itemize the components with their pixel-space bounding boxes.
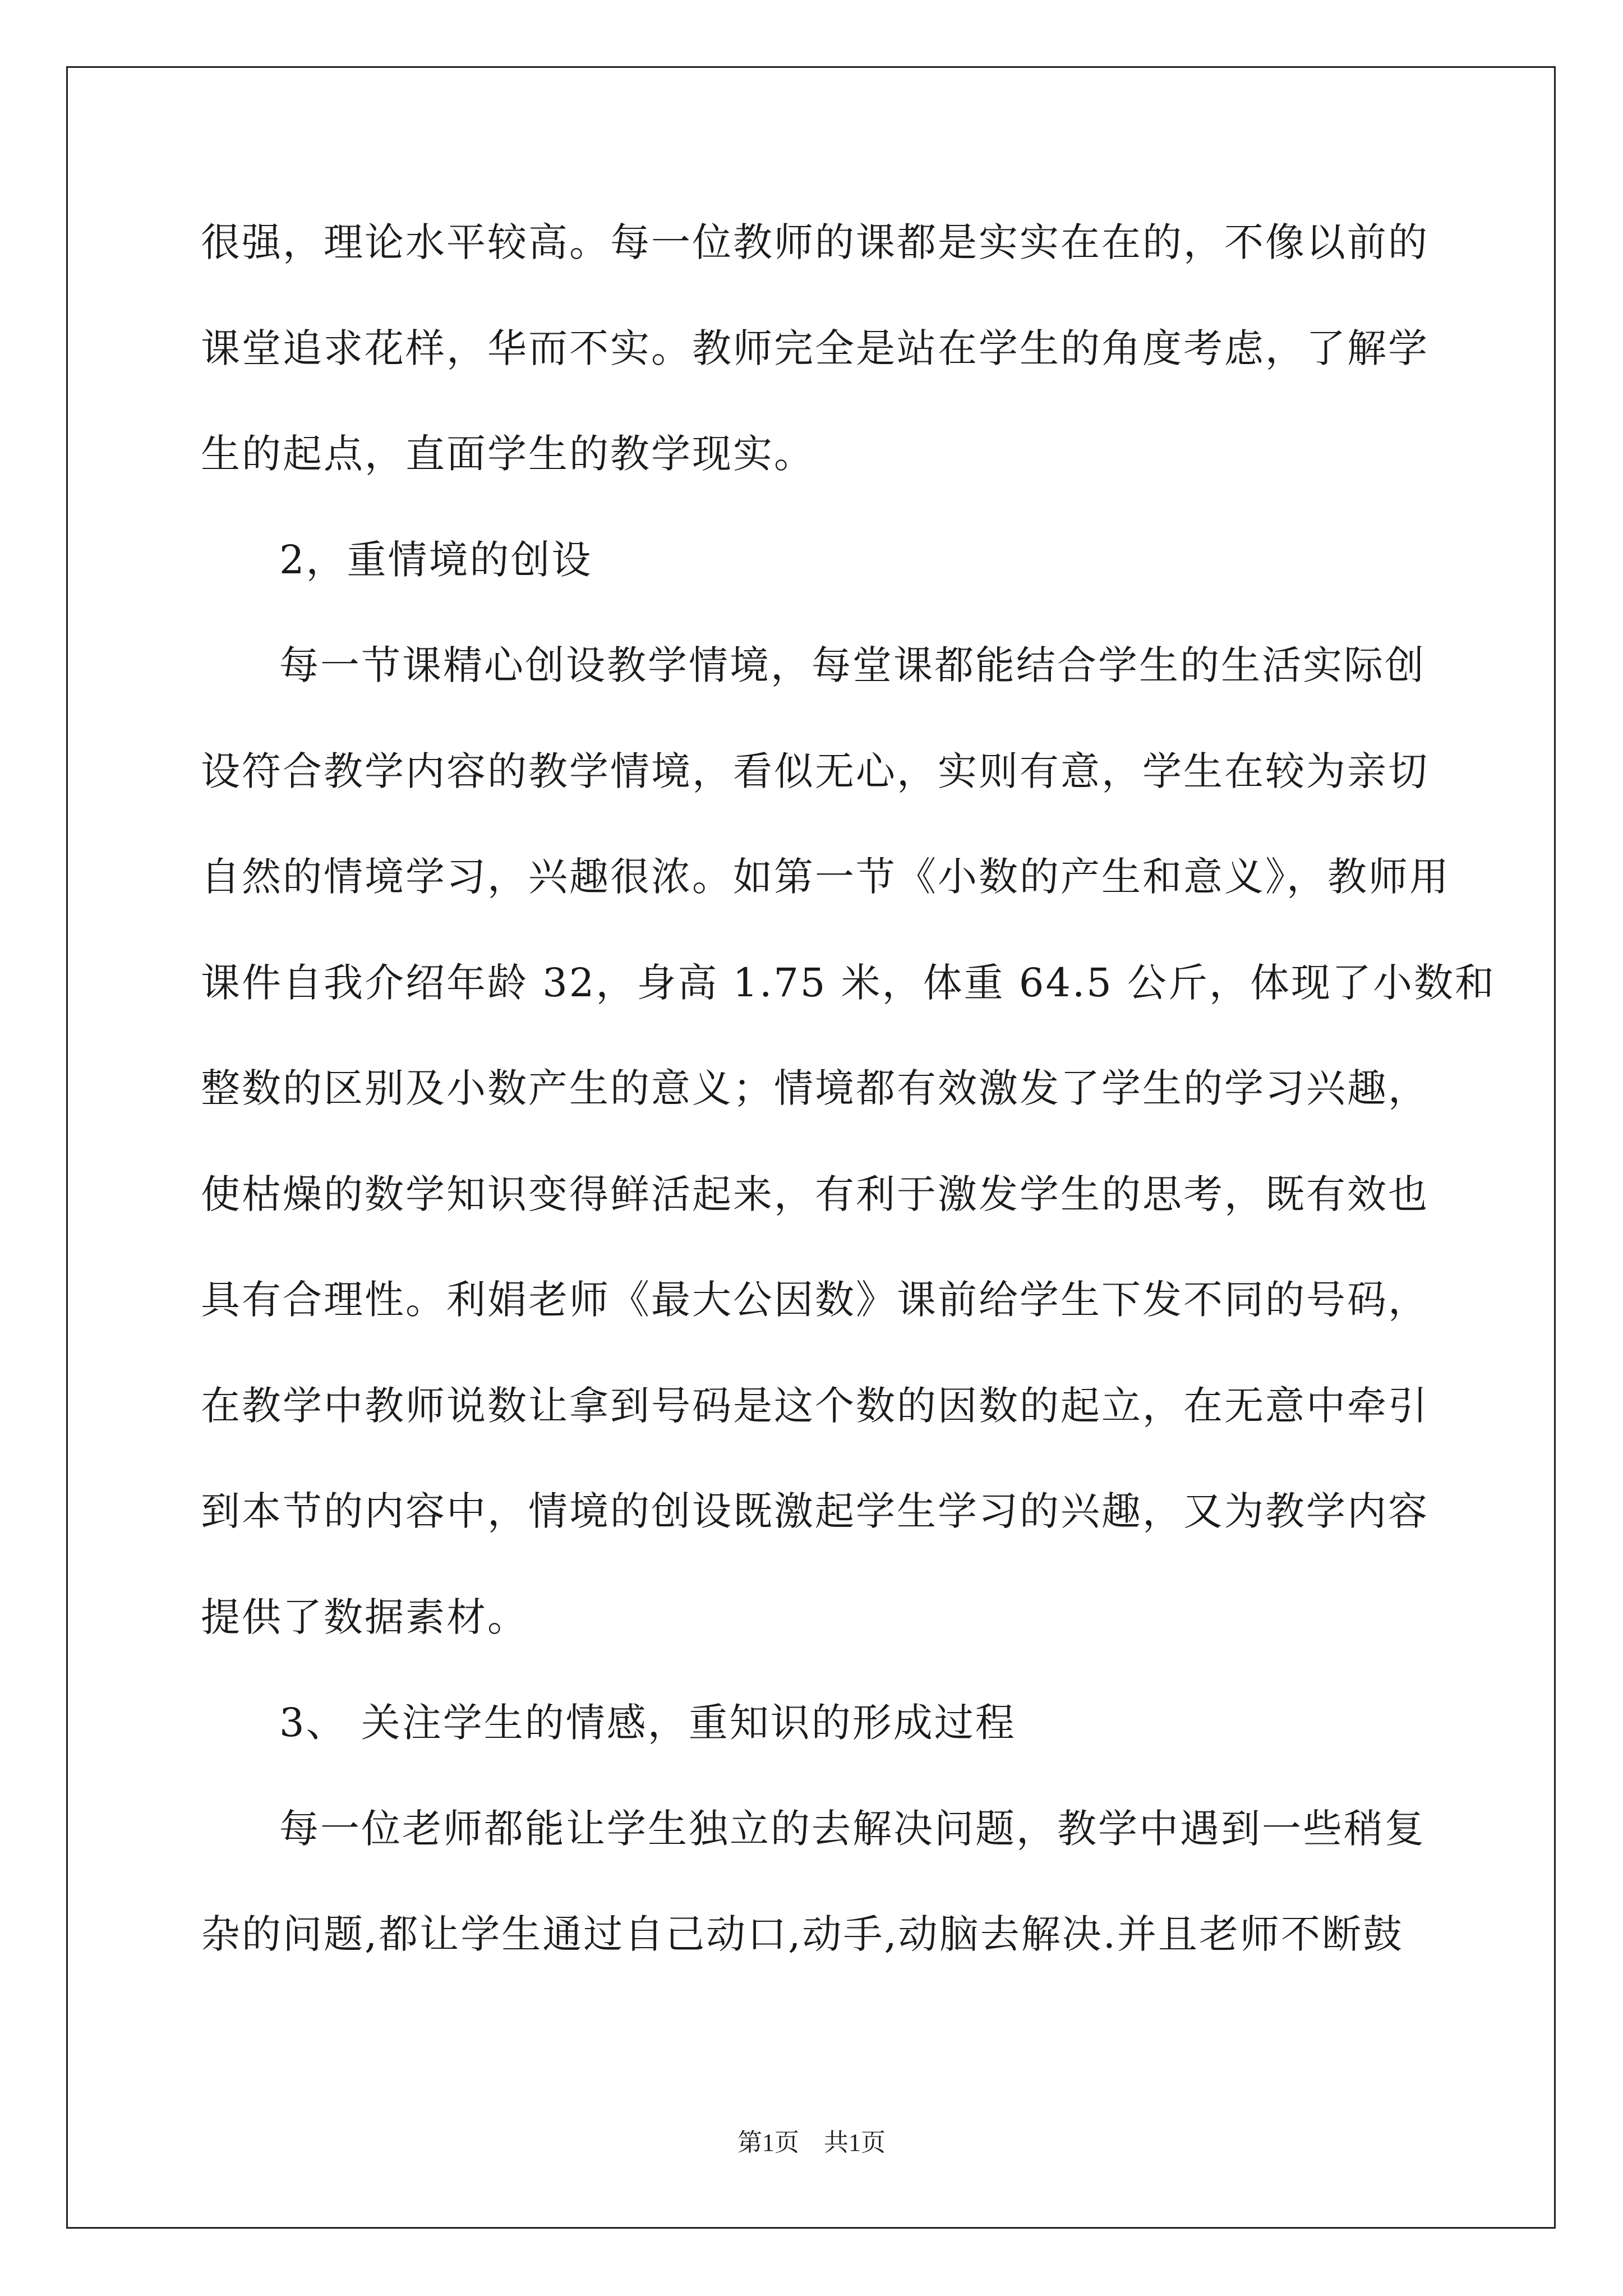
text-line: 使枯燥的数学知识变得鲜活起来，有利于激发学生的思考，既有效也	[201, 1171, 1429, 1217]
page-footer: 第1页 共1页	[737, 2129, 886, 2156]
section-heading: 2，重情境的创设	[279, 536, 593, 583]
text-line: 提供了数据素材。	[201, 1594, 528, 1640]
paragraph-start-line: 每一节课精心创设教学情境，每堂课都能结合学生的生活实际创	[279, 642, 1426, 688]
text-line: 整数的区别及小数产生的意义；情境都有效激发了学生的学习兴趣，	[201, 1065, 1429, 1111]
text-line: 在教学中教师说数让拿到号码是这个数的因数的起立，在无意中牵引	[201, 1382, 1429, 1429]
text-line: 设符合教学内容的教学情境，看似无心，实则有意，学生在较为亲切	[201, 748, 1429, 794]
text-line: 很强，理论水平较高。每一位教师的课都是实实在在的，不像以前的	[201, 219, 1429, 265]
paragraph-start-line: 每一位老师都能让学生独立的去解决问题，教学中遇到一些稍复	[279, 1805, 1426, 1852]
document-body	[201, 214, 1496, 2012]
text-line: 课件自我介绍年龄 32，身高 1.75 米，体重 64.5 公斤，体现了小数和	[201, 959, 1496, 1006]
section-heading: 3、 关注学生的情感，重知识的形成过程	[279, 1700, 1016, 1746]
text-line: 杂的问题,都让学生通过自己动口,动手,动脑去解决.并且老师不断鼓	[201, 1911, 1404, 1957]
text-line: 具有合理性。利娟老师《最大公因数》课前给学生下发不同的号码，	[201, 1277, 1429, 1323]
text-line: 生的起点，直面学生的教学现实。	[201, 431, 815, 477]
text-line: 到本节的内容中，情境的创设既激起学生学习的兴趣，又为教学内容	[201, 1488, 1429, 1534]
text-line: 自然的情境学习，兴趣很浓。如第一节《小数的产生和意义》，教师用	[201, 854, 1450, 900]
text-line: 课堂追求花样，华而不实。教师完全是站在学生的角度考虑，了解学	[201, 325, 1429, 371]
